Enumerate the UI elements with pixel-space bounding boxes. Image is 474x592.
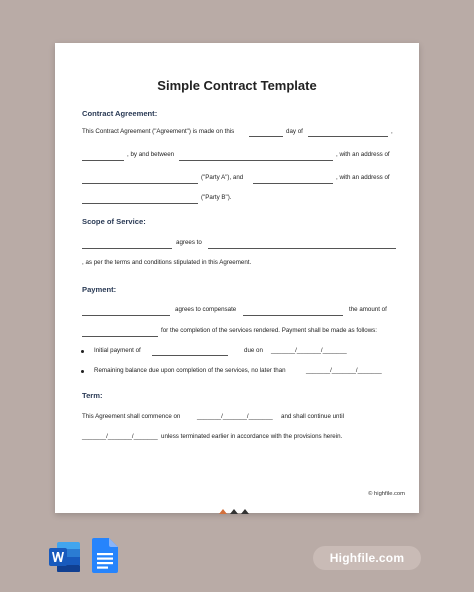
blank-payee[interactable]	[243, 315, 343, 316]
agreement-text: ("Party B").	[201, 194, 232, 201]
agreement-text: , by and between	[127, 151, 175, 158]
blank-party-a-address[interactable]	[82, 183, 198, 184]
agreement-text: ,	[391, 128, 393, 135]
blank-party-a-name[interactable]	[179, 160, 333, 161]
microsoft-word-icon[interactable]	[48, 540, 82, 574]
payment-text: for the completion of the services rendered. Payment shall be made as follows:	[161, 327, 377, 334]
blank-service[interactable]	[208, 248, 396, 249]
agreement-text: , with an address of	[336, 174, 390, 181]
date-blank[interactable]: _______/_______/_______	[197, 413, 273, 420]
page-indicator	[219, 509, 249, 514]
bullet	[81, 370, 84, 373]
agreement-text: day of	[286, 128, 303, 135]
blank-amount[interactable]	[82, 336, 158, 337]
section-heading-agreement: Contract Agreement:	[82, 109, 158, 118]
term-text: unless terminated earlier in accordance with the provisions herein.	[161, 433, 343, 440]
blank-payer[interactable]	[82, 315, 170, 316]
scope-text: agrees to	[176, 239, 202, 246]
blank-party-b-address[interactable]	[82, 203, 198, 204]
page-dot	[219, 509, 227, 514]
blank-year[interactable]	[82, 160, 124, 161]
blank-provider[interactable]	[82, 248, 172, 249]
date-blank[interactable]: _______/_______/_______	[306, 367, 382, 374]
payment-text: the amount of	[349, 306, 387, 313]
section-heading-scope: Scope of Service:	[82, 217, 146, 226]
bullet	[81, 350, 84, 353]
date-blank[interactable]: _______/_______/_______	[271, 347, 347, 354]
contract-document	[55, 43, 419, 513]
page-dot	[241, 509, 249, 514]
blank-month[interactable]	[308, 136, 388, 137]
scope-text: , as per the terms and conditions stipulated in this Agreement.	[82, 259, 252, 266]
term-text: This Agreement shall commence on	[82, 413, 181, 420]
document-title: Simple Contract Template	[157, 78, 317, 93]
payment-text: Initial payment of	[94, 347, 141, 354]
agreement-text: This Contract Agreement ("Agreement") is made on this	[82, 128, 235, 135]
blank-initial-payment[interactable]	[152, 355, 228, 356]
section-heading-payment: Payment:	[82, 285, 117, 294]
agreement-text: , with an address of	[336, 151, 390, 158]
date-blank[interactable]: _______/_______/_______	[82, 433, 158, 440]
copyright-notice: © highfile.com	[368, 491, 405, 497]
agreement-text: ("Party A"), and	[201, 174, 244, 181]
google-docs-icon[interactable]	[92, 538, 118, 573]
highfile-brand-button[interactable]: Highfile.com	[313, 546, 421, 570]
payment-text: due on	[244, 347, 263, 354]
blank-party-b-name[interactable]	[253, 183, 333, 184]
payment-text: agrees to compensate	[175, 306, 237, 313]
section-heading-term: Term:	[82, 391, 103, 400]
page-dot	[230, 509, 238, 514]
blank-day[interactable]	[249, 136, 283, 137]
payment-text: Remaining balance due upon completion of the services, no later than	[94, 367, 286, 374]
term-text: and shall continue until	[281, 413, 344, 420]
